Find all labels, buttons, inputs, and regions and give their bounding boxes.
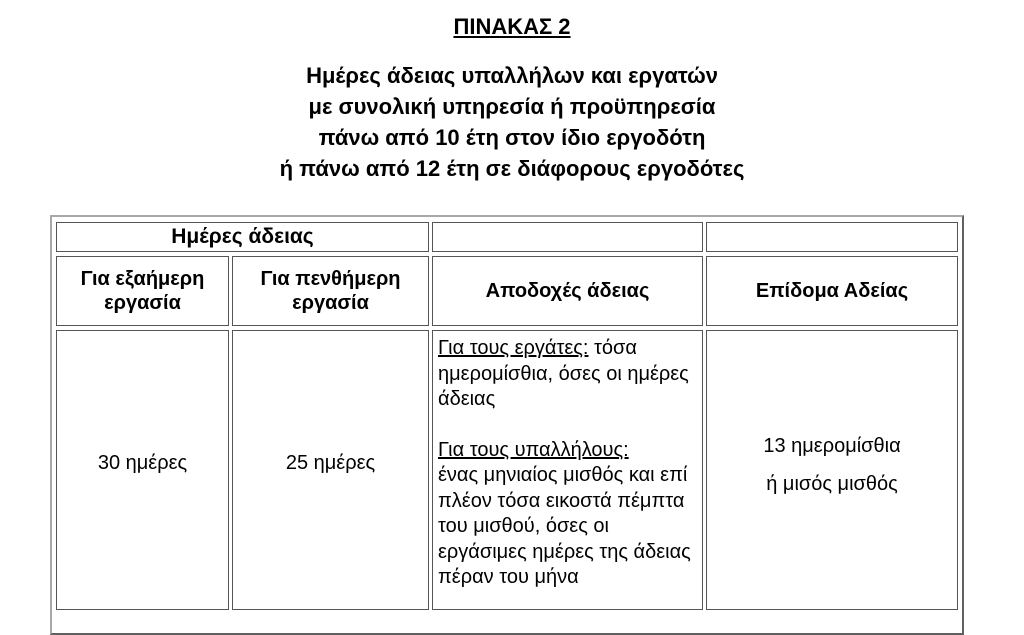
subtitle-line: πάνω από 10 έτη στον ίδιο εργοδότη	[318, 125, 706, 150]
bonus-line: ή μισός μισθός	[766, 473, 898, 495]
paragraph-gap	[438, 413, 696, 438]
header-leave-bonus: Επίδομα Αδείας	[706, 256, 958, 326]
cell-five-day-value	[232, 330, 429, 610]
header-five-day-work: Για πενθήμερη εργασία	[232, 256, 429, 326]
page-subtitle	[0, 60, 1024, 184]
employees-paragraph	[438, 438, 696, 591]
subtitle-line: με συνολική υπηρεσία ή προϋπηρεσία	[308, 94, 716, 119]
workers-label: Για τους εργάτες:	[438, 337, 589, 359]
employees-label: Για τους υπαλλήλους:	[438, 438, 629, 461]
workers-text: τόσα ημερομίσθια, όσες οι ημέρες άδειας	[438, 337, 689, 410]
six-day-days: 30 ημέρες	[97, 452, 188, 474]
cell-six-day-value	[56, 330, 229, 610]
subtitle-line: Ημέρες άδειας υπαλλήλων και εργατών	[306, 63, 718, 88]
header-empty-cell	[432, 222, 703, 252]
header-empty-cell	[706, 222, 958, 252]
five-day-days: 25 ημέρες	[285, 452, 376, 474]
header-leave-pay: Αποδοχές άδειας	[432, 256, 703, 326]
header-six-day-work: Για εξαήμερη εργασία	[56, 256, 229, 326]
workers-paragraph	[438, 336, 696, 413]
cell-leave-bonus-value	[706, 330, 958, 610]
employees-text: ένας μηνιαίος μισθός και επί πλέον τόσα εικοστά πέμπτα του μισθού, όσες οι εργάσιμες ημέρες της άδειας πέραν του μήνα	[438, 464, 691, 588]
leave-bonus-text	[707, 427, 957, 503]
subtitle-line: ή πάνω από 12 έτη σε διάφορους εργοδότες	[279, 156, 745, 181]
bonus-line: 13 ημερομίσθια	[763, 435, 901, 457]
header-leave-days-group: Ημέρες άδειας	[56, 222, 429, 252]
cell-leave-pay-value	[432, 330, 703, 610]
leave-pay-text	[438, 336, 696, 591]
page-title: ΠΙΝΑΚΑΣ 2	[453, 14, 571, 39]
